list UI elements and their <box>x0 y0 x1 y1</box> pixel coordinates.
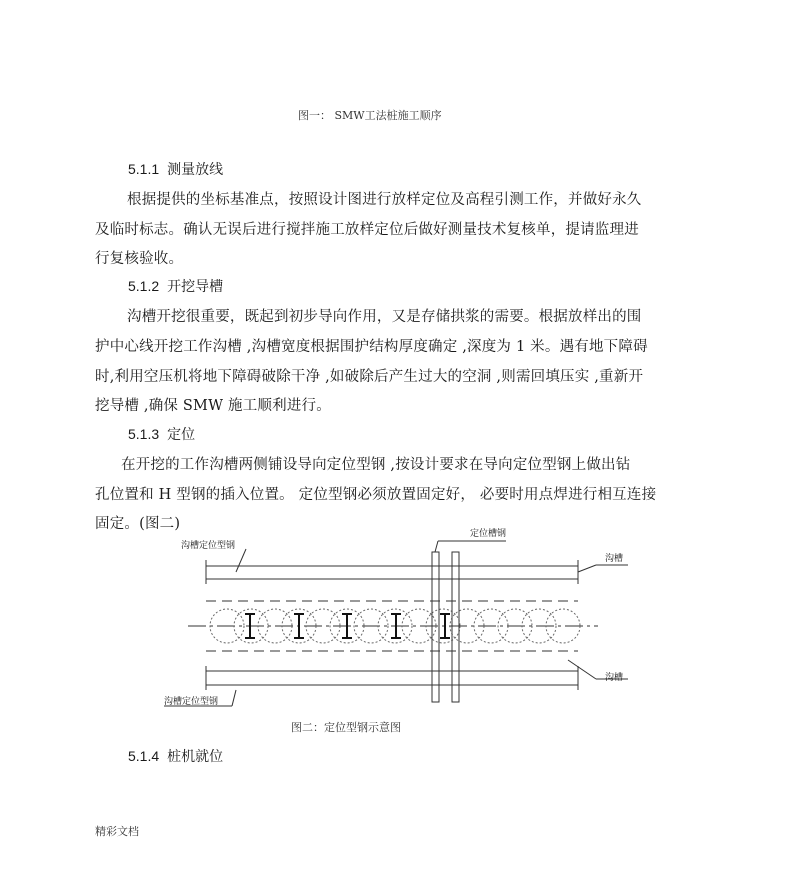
label-bottom-guide-steel: 沟槽定位型钢 <box>164 697 219 707</box>
paragraph-line: 孔位置和 H 型钢的插入位置。 定位型钢必须放置固定好， 必要时用点焊进行相互连接 <box>95 487 657 503</box>
section-number: 5.1.4 <box>128 748 160 764</box>
figure1-caption: 图一： SMW工法桩施工顺序 <box>298 109 442 122</box>
page-footer: 精彩文档 <box>95 825 139 838</box>
figure2-caption: 图二：定位型钢示意图 <box>291 721 401 734</box>
section-title: 开挖导槽 <box>167 279 224 295</box>
h-beam-icon <box>294 614 304 638</box>
label-trench-bottom: 沟槽 <box>605 673 624 683</box>
section-title: 测量放线 <box>167 162 224 178</box>
section-title: 定位 <box>167 427 196 443</box>
section-number: 5.1.2 <box>128 278 160 294</box>
paragraph-line: 护中心线开挖工作沟槽 ,沟槽宽度根据围护结构厚度确定 ,深度为 1 米。遇有地下障碍 <box>95 339 648 355</box>
paragraph-line: 固定。(图二) <box>95 516 181 532</box>
section-heading-5-1-4 <box>128 746 223 766</box>
paragraph-line: 在开挖的工作沟槽两侧铺设导向定位型钢 ,按设计要求在导向定位型钢上做出钻 <box>121 457 631 473</box>
label-channel-steel: 定位槽钢 <box>470 529 507 539</box>
paragraph-line: 根据提供的坐标基准点，按照设计图进行放样定位及高程引测工作，并做好永久 <box>127 192 642 208</box>
section-number: 5.1.3 <box>128 426 160 442</box>
paragraph-line: 挖导槽 ,确保 SMW 施工顺利进行。 <box>95 398 331 414</box>
section-number: 5.1.1 <box>128 161 160 177</box>
paragraph-line: 时,利用空压机将地下障碍破除干净 ,如破除后产生过大的空洞 ,则需回填压实 ,重新开 <box>95 369 644 385</box>
paragraph-line: 沟槽开挖很重要，既起到初步导向作用，又是存储拱浆的需要。根据放样出的围 <box>127 309 642 325</box>
paragraph-line: 及临时标志。确认无误后进行搅拌施工放样定位后做好测量技术复核单，提请监理进 <box>95 222 639 238</box>
label-trench-top: 沟槽 <box>605 554 624 564</box>
label-top-guide-steel: 沟槽定位型钢 <box>181 541 236 551</box>
h-beam-icon <box>440 614 450 638</box>
section-title: 桩机就位 <box>167 749 224 765</box>
paragraph-line: 行复核验收。 <box>95 251 184 267</box>
